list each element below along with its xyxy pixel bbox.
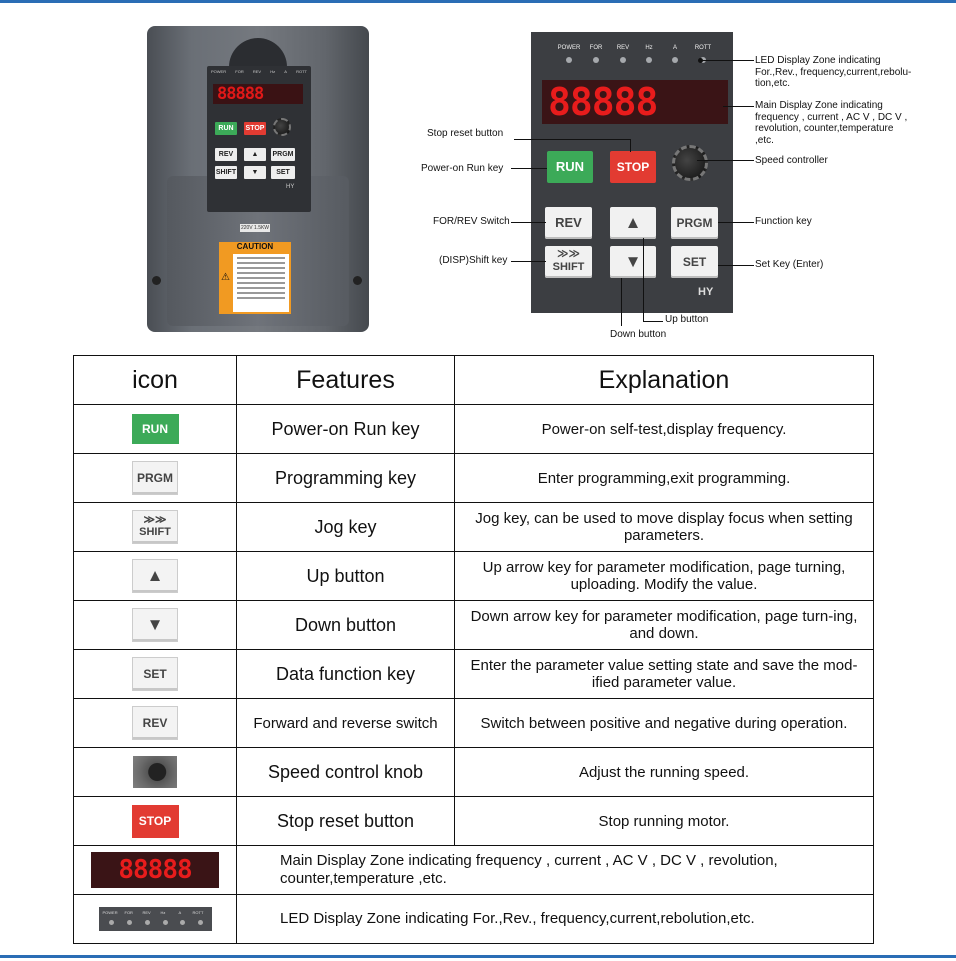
led-indicator — [672, 57, 678, 63]
caution-sticker — [219, 242, 291, 314]
led-indicator — [593, 57, 599, 63]
led-indicator — [566, 57, 572, 63]
led-label: REV — [252, 69, 262, 74]
led-label: POWER — [557, 45, 581, 51]
icon-cell — [74, 454, 237, 503]
inverter-rating-label: 220V 1.5KW — [240, 225, 270, 231]
explanation-cell: Enter programming,exit programming. — [455, 454, 874, 503]
led-label: ROTT — [694, 45, 712, 51]
set-button: SET — [671, 246, 718, 278]
speed-knob-icon — [672, 145, 708, 181]
annotation-up-button: Up button — [665, 314, 709, 325]
explanation-cell: Stop running motor. — [455, 797, 874, 846]
icon-cell — [74, 405, 237, 454]
pointer-line — [511, 222, 546, 223]
inverter-photo — [147, 26, 369, 332]
annotation-function-key: Function key — [755, 216, 812, 227]
table-row — [74, 797, 874, 846]
led-label: POWER — [211, 69, 227, 74]
inverter-brand: HY — [286, 184, 295, 190]
annotation-set-key: Set Key (Enter) — [755, 259, 824, 270]
annotation-for-rev: FOR/REV Switch — [433, 216, 510, 227]
explanation-cell: Jog key, can be used to move display focus when setting parameters. — [455, 503, 874, 552]
feature-cell: Power-on Run key — [237, 405, 455, 454]
table-row — [74, 503, 874, 552]
icon-cell — [74, 846, 237, 895]
annotation-shift-key: (DISP)Shift key — [439, 255, 508, 266]
table-row — [74, 552, 874, 601]
pointer-line — [697, 160, 754, 161]
shift-key-label: SHIFT — [139, 526, 171, 538]
led-indicator — [646, 57, 652, 63]
pointer-line — [643, 321, 663, 322]
annotation-led-zone: LED Display Zone indicating For.,Rev., frequency,current,rebolu- tion,etc. — [755, 55, 912, 89]
up-button: ▲ — [610, 207, 656, 239]
table-row — [74, 895, 874, 944]
feature-cell: Stop reset button — [237, 797, 455, 846]
led-label: Hz — [645, 45, 653, 51]
explanation-cell: LED Display Zone indicating For.,Rev., frequency,current,rebolution,etc. — [237, 895, 874, 944]
prgm-button: PRGM — [671, 207, 718, 239]
pointer-line — [514, 139, 631, 140]
explanation-cell: Power-on self-test,display frequency. — [455, 405, 874, 454]
led-label: ROTT — [192, 910, 204, 915]
led-indicator — [163, 920, 168, 925]
inverter-rev-button: REV — [215, 148, 237, 161]
annotation-stop-reset: Stop reset button — [427, 128, 504, 139]
run-key-icon: RUN — [132, 414, 179, 444]
feature-cell: Forward and reverse switch — [237, 699, 455, 748]
icon-cell — [74, 650, 237, 699]
feature-cell: Up button — [237, 552, 455, 601]
inverter-display: 88888 — [213, 84, 303, 104]
icon-cell — [74, 895, 237, 944]
header-features: Features — [237, 356, 455, 405]
up-arrow-icon: ▲ — [132, 559, 178, 593]
led-indicator — [198, 920, 203, 925]
inverter-keypad — [207, 66, 311, 212]
rev-key-icon: REV — [132, 706, 178, 740]
pointer-line — [718, 265, 754, 266]
feature-cell: Speed control knob — [237, 748, 455, 797]
bottom-rule — [0, 955, 956, 958]
annotation-main-zone: Main Display Zone indicating frequency , current , AC V , DC V , revolution, counter,temperature ,etc. — [755, 100, 908, 146]
feature-cell: Data function key — [237, 650, 455, 699]
led-label: REV — [142, 910, 151, 915]
header-explanation: Explanation — [455, 356, 874, 405]
inverter-stop-button: STOP — [244, 122, 266, 135]
led-label: REV — [616, 45, 630, 51]
shift-label: SHIFT — [552, 261, 585, 273]
inverter-down-button: ▼ — [244, 166, 266, 179]
led-indicator — [180, 920, 185, 925]
screw-icon — [152, 276, 161, 285]
set-key-icon: SET — [132, 657, 178, 691]
led-indicator — [109, 920, 114, 925]
speed-knob-icon — [133, 756, 177, 788]
table-row — [74, 454, 874, 503]
led-label: Hz — [160, 910, 166, 915]
led-label: A — [672, 45, 677, 51]
icon-cell — [74, 552, 237, 601]
stop-key-icon: STOP — [132, 805, 179, 838]
feature-cell: Down button — [237, 601, 455, 650]
table-row — [74, 748, 874, 797]
inverter-set-button: SET — [271, 166, 295, 179]
feature-cell: Jog key — [237, 503, 455, 552]
explanation-cell: Adjust the running speed. — [455, 748, 874, 797]
icon-cell — [74, 797, 237, 846]
screw-icon — [353, 276, 362, 285]
led-label: POWER — [102, 910, 118, 915]
led-label: FOR — [235, 69, 244, 74]
caution-text-block — [233, 254, 289, 312]
down-arrow-icon: ▼ — [132, 608, 178, 642]
pointer-line — [511, 168, 547, 169]
table-row — [74, 601, 874, 650]
inverter-up-button: ▲ — [244, 148, 266, 161]
explanation-cell: Up arrow key for parameter modification, page turning, uploading. Modify the value. — [455, 552, 874, 601]
led-indicator — [620, 57, 626, 63]
led-indicator — [145, 920, 150, 925]
icon-cell — [74, 699, 237, 748]
led-label: A — [284, 69, 287, 74]
annotation-down-button: Down button — [610, 329, 667, 340]
led-label: FOR — [124, 910, 133, 915]
main-display-icon: 88888 — [91, 852, 219, 888]
features-table — [73, 355, 874, 944]
inverter-shift-button: SHIFT — [215, 166, 237, 179]
led-label: FOR — [589, 45, 603, 51]
led-label: A — [178, 910, 182, 915]
caution-title: CAUTION — [219, 242, 291, 252]
header-icon: icon — [74, 356, 237, 405]
table-row — [74, 650, 874, 699]
prgm-key-icon: PRGM — [132, 461, 178, 495]
pointer-line — [643, 238, 644, 322]
keypad-closeup — [531, 32, 733, 313]
led-zone-icon — [99, 907, 212, 931]
feature-cell: Programming key — [237, 454, 455, 503]
table-row — [74, 405, 874, 454]
inverter-knob-icon — [273, 118, 291, 136]
down-button: ▼ — [610, 246, 656, 278]
inverter-run-button: RUN — [215, 122, 237, 135]
explanation-cell: Down arrow key for parameter modification, page turn-ing, and down. — [455, 601, 874, 650]
led-label: Hz — [270, 69, 276, 74]
led-indicator — [127, 920, 132, 925]
top-rule — [0, 0, 956, 3]
icon-cell — [74, 503, 237, 552]
shift-arrows-icon: ≫≫ — [556, 248, 581, 260]
shift-arrows-icon: ≫≫ — [143, 514, 167, 526]
table-row — [74, 846, 874, 895]
pointer-line — [702, 60, 754, 61]
main-display: 88888 — [542, 80, 728, 124]
explanation-cell: Main Display Zone indicating frequency , current , AC V , DC V , revolution, counter,temperature ,etc. — [237, 846, 874, 895]
table-row — [74, 699, 874, 748]
inverter-prgm-button: PRGM — [271, 148, 295, 161]
rev-button: REV — [545, 207, 592, 239]
pointer-line — [718, 222, 754, 223]
annotation-speed-controller: Speed controller — [755, 155, 828, 166]
brand-label: HY — [698, 286, 714, 298]
inverter-led-labels — [211, 69, 307, 74]
annotation-power-on-run: Power-on Run key — [421, 163, 504, 174]
table-header-row — [74, 356, 874, 405]
shift-button — [545, 246, 592, 278]
run-button: RUN — [547, 151, 593, 183]
explanation-cell: Enter the parameter value setting state and save the mod-ified parameter value. — [455, 650, 874, 699]
icon-cell — [74, 748, 237, 797]
pointer-line — [511, 261, 546, 262]
pointer-line — [621, 278, 622, 326]
warning-icon: ⚠ — [221, 272, 230, 283]
stop-button: STOP — [610, 151, 656, 183]
icon-cell — [74, 601, 237, 650]
pointer-line — [630, 139, 631, 152]
shift-key-icon — [132, 510, 178, 544]
led-label: ROTT — [296, 69, 307, 74]
pointer-line — [723, 106, 754, 107]
explanation-cell: Switch between positive and negative during operation. — [455, 699, 874, 748]
